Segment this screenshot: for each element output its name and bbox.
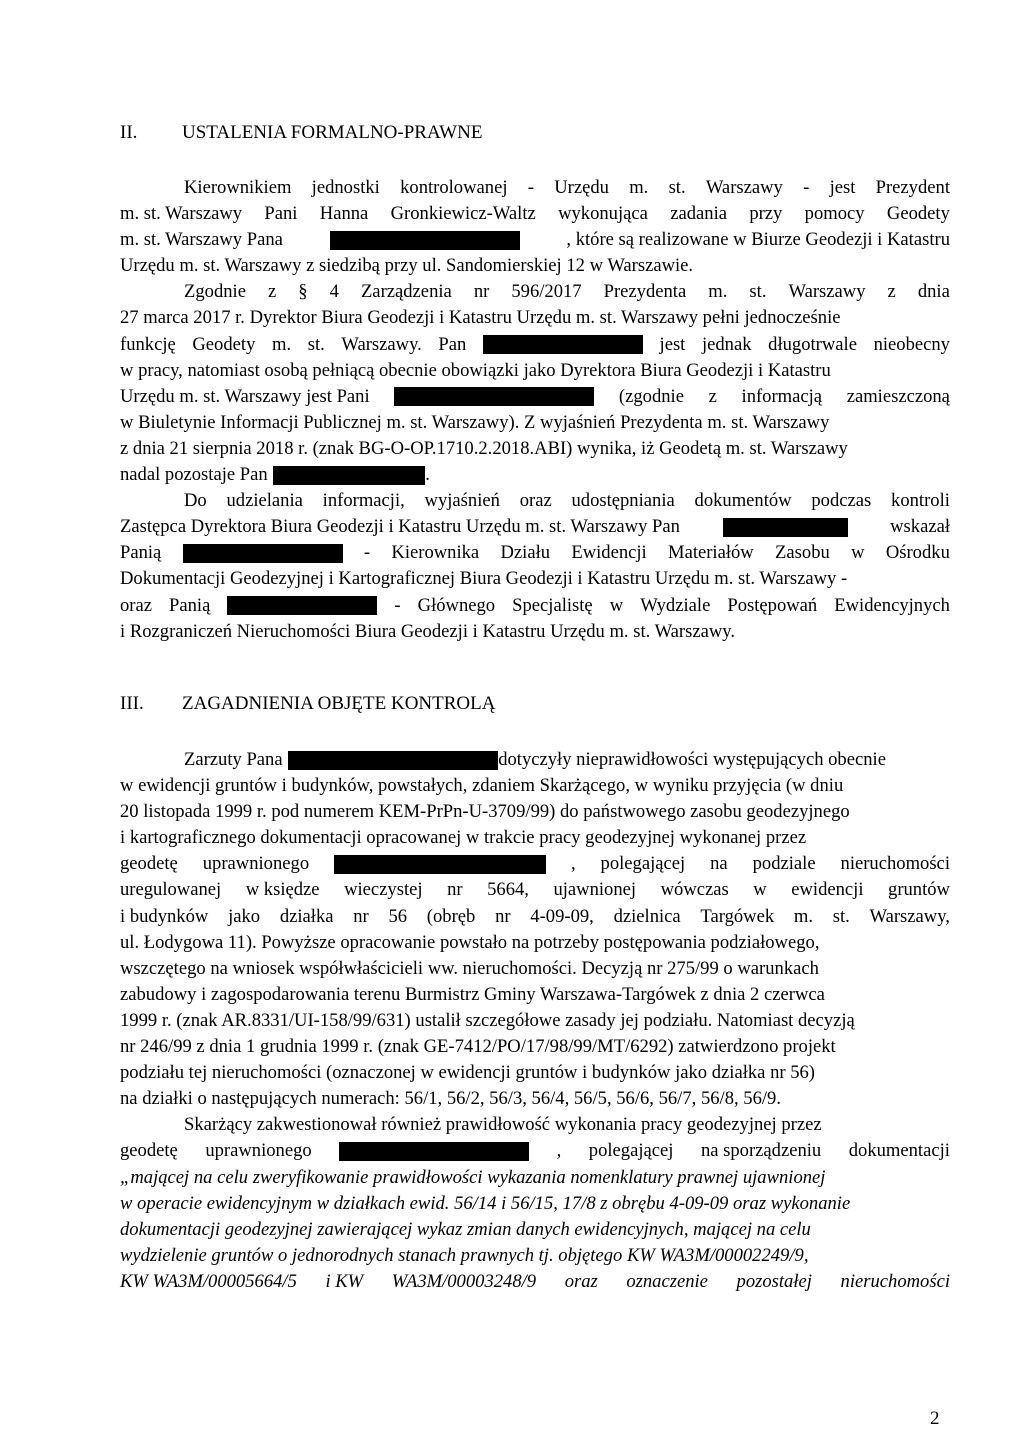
text-line <box>120 956 950 982</box>
text-segment: uregulowanej <box>120 879 222 901</box>
text-line <box>120 619 950 645</box>
text-line <box>120 1138 950 1164</box>
text-segment: w księdze <box>245 879 320 901</box>
text-segment: Zarzuty Pana <box>184 749 283 770</box>
text-line <box>120 540 950 566</box>
text-segment: Pan <box>438 333 467 355</box>
text-segment: Hanna <box>319 203 369 225</box>
text-segment: wskazał <box>890 516 950 538</box>
text-segment: jednostki <box>311 177 380 198</box>
text-segment: w pracy, natomiast osobą pełniącą obecnie obowiązki jako Dyrektora Biura Geodezji i Katastru <box>120 359 831 381</box>
redaction-block <box>330 231 520 250</box>
text-segment: , <box>570 853 576 875</box>
redaction-block <box>339 1142 529 1161</box>
text-line <box>120 358 950 384</box>
text-segment: uprawnionego <box>202 853 310 875</box>
text-line <box>120 1191 950 1217</box>
text-line <box>120 201 950 227</box>
redaction-block <box>227 596 377 615</box>
text-segment: „mającej na celu zweryfikowanie prawidłowości wykazania nomenklatury prawnej ujawnionej <box>120 1166 826 1188</box>
text-segment: informacji, <box>322 490 405 512</box>
text-segment: Gronkiewicz-Waltz <box>390 203 536 225</box>
text-line <box>120 1165 950 1191</box>
text-segment: Do <box>184 490 207 512</box>
text-segment: wieczystej <box>344 879 423 901</box>
text-segment: Ośrodku <box>885 542 950 564</box>
text-segment: pozostałej <box>736 1270 812 1292</box>
text-line <box>120 279 950 305</box>
text-segment: w <box>609 594 624 616</box>
text-segment: funkcję <box>120 333 176 355</box>
text-segment: jako <box>228 905 261 927</box>
text-segment: Geodety <box>192 333 256 355</box>
text-line <box>120 1243 950 1269</box>
text-segment: (obręb <box>426 905 476 927</box>
text-segment: nr <box>473 281 490 303</box>
text-segment: jest <box>829 177 856 198</box>
text-line <box>120 227 950 253</box>
text-line <box>120 566 950 592</box>
text-segment: w Biuletynie Informacji Publicznej m. st. Warszawy). Z wyjaśnień Prezydenta m. st. Warszawy <box>120 411 830 433</box>
text-segment: na sporządzeniu <box>700 1140 822 1162</box>
text-segment: st. <box>832 905 850 927</box>
text-segment: Prezydent <box>875 177 950 198</box>
text-line <box>120 410 950 436</box>
text-segment: Głównego <box>417 594 496 616</box>
text-segment: st. <box>668 177 686 198</box>
text-segment: Warszawy. <box>341 333 422 355</box>
text-segment: Warszawy <box>788 281 866 303</box>
redaction-block <box>273 466 425 485</box>
text-segment: pomocy <box>804 203 865 225</box>
text-line <box>120 384 950 410</box>
text-segment: Dokumentacji Geodezyjnej i Kartograficznej Biura Geodezji i Katastru Urzędu m. st. Warszawy - <box>120 568 848 590</box>
text-line <box>120 904 950 930</box>
text-segment: jednak <box>701 333 752 355</box>
text-segment: z <box>887 281 896 303</box>
text-segment: uprawnionego <box>205 1140 312 1162</box>
text-segment: . <box>425 464 430 486</box>
text-segment: Prezydenta <box>603 281 687 303</box>
text-segment: na działki o następujących numerach: 56/1, 56/2, 56/3, 56/4, 56/5, 56/6, 56/7, 56/8, 56/9. <box>120 1088 782 1110</box>
text-segment: geodetę <box>120 853 178 875</box>
text-segment: na <box>710 853 728 875</box>
text-segment: dokumentacji geodezyjnej zawierającej wykaz zmian danych ewidencyjnych, mającej na celu <box>120 1218 811 1240</box>
text-segment: dnia <box>917 281 950 303</box>
text-segment: Specjalistę <box>512 594 593 616</box>
redaction-block <box>394 387 594 406</box>
text-segment: Urzędu m. st. Warszawy jest Pani <box>120 385 370 407</box>
text-segment: oraz <box>519 490 552 512</box>
text-segment: ewidencji <box>791 879 864 901</box>
text-line <box>120 773 950 799</box>
text-line <box>120 877 950 903</box>
text-segment: - <box>527 177 534 198</box>
text-line <box>120 436 950 462</box>
text-segment: działka <box>279 905 334 927</box>
section-2-number: II. <box>120 122 138 143</box>
text-segment: m. <box>271 333 292 355</box>
text-segment: dokumentacji <box>848 1140 950 1162</box>
text-segment: wszczętego na wniosek współwłaścicieli ww. nieruchomości. Decyzją nr 275/99 o warunkach <box>120 957 819 979</box>
text-segment: kontroli <box>891 490 950 512</box>
text-segment: geodetę <box>120 1140 178 1162</box>
text-segment: nr 246/99 z dnia 1 grudnia 1999 r. (znak GE-7412/PO/17/98/99/MT/6292) zatwierdzono projekt <box>120 1036 836 1058</box>
text-segment: podziale <box>752 853 816 875</box>
text-segment: nieruchomości <box>840 1270 950 1292</box>
text-segment: przy <box>749 203 783 225</box>
text-segment: nr <box>495 905 511 927</box>
text-line <box>120 747 950 773</box>
text-segment: 5664, <box>487 879 529 901</box>
text-segment: z dnia 21 sierpnia 2018 r. (znak BG-O-OP.1710.2.2018.ABI) wynika, iż Geodetą m. st. Warszawy <box>120 437 848 459</box>
text-segment: m. st. Warszawy Pana <box>120 229 283 251</box>
redaction-block <box>183 544 343 563</box>
text-segment: Zarządzenia <box>360 281 452 303</box>
text-segment: wydzielenie gruntów o jednorodnych stanach prawnych tj. objętego KW WA3M/00002249/9, <box>120 1244 809 1266</box>
text-line <box>120 1112 950 1138</box>
text-segment: Kierownika <box>391 542 480 564</box>
text-segment: nr <box>353 905 369 927</box>
text-line <box>120 332 950 358</box>
text-line <box>120 462 950 488</box>
text-segment: st. <box>307 333 325 355</box>
text-segment: Działu <box>500 542 551 564</box>
text-segment: w <box>851 542 865 564</box>
text-segment: 1999 r. (znak AR.8331/UI-158/99/631) ustalił szczegółowe zasady jej podziału. Natomiast decyzją <box>120 1009 855 1031</box>
text-segment: Panią <box>120 542 162 564</box>
text-segment: KW WA3M/00005664/5 <box>120 1270 297 1292</box>
text-segment: z <box>708 385 717 407</box>
text-segment: z <box>268 281 277 303</box>
text-segment: polegającej <box>588 1140 674 1162</box>
text-segment: w <box>753 879 767 901</box>
text-segment: 596/2017 <box>511 281 582 303</box>
text-segment: i KW <box>325 1270 364 1292</box>
text-segment: dotyczyły nieprawidłowości występujących obecnie <box>498 749 886 770</box>
section-3-title: ZAGADNIENIA OBJĘTE KONTROLĄ <box>182 693 496 714</box>
text-segment: nieruchomości <box>840 853 950 875</box>
text-segment: zamieszczoną <box>846 385 950 407</box>
text-segment: m. <box>793 905 814 927</box>
text-segment: i budynków <box>120 905 209 927</box>
text-segment: długotrwale <box>768 333 857 355</box>
text-segment: st. <box>749 281 767 303</box>
text-segment: podczas <box>811 490 872 512</box>
text-segment: Ewidencyjnych <box>834 594 950 616</box>
text-line <box>120 1217 950 1243</box>
text-line <box>120 982 950 1008</box>
text-line <box>120 253 950 279</box>
text-line <box>120 1034 950 1060</box>
text-segment: zadania <box>670 203 727 225</box>
text-segment: 4 <box>329 281 339 303</box>
text-segment: oznaczenie <box>626 1270 708 1292</box>
text-segment: kontrolowanej <box>400 177 508 198</box>
text-line <box>120 514 950 540</box>
text-segment: 56 <box>388 905 408 927</box>
text-segment: nadal pozostaje Pan <box>120 464 268 486</box>
text-segment: m. <box>708 281 728 303</box>
section-3-heading <box>120 693 495 715</box>
text-line <box>120 593 950 619</box>
text-line <box>120 305 950 331</box>
text-segment: Wydziale <box>640 594 711 616</box>
text-segment: informacją <box>741 385 823 407</box>
text-line <box>120 1060 950 1086</box>
text-segment: polegającej <box>600 853 686 875</box>
text-segment: Zasobu <box>775 542 830 564</box>
text-segment: Kierownikiem <box>184 177 292 198</box>
section-2-title: USTALENIA FORMALNO-PRAWNE <box>182 122 483 143</box>
text-segment: Materiałów <box>668 542 754 564</box>
text-line <box>120 175 950 201</box>
redaction-block <box>723 518 848 537</box>
text-line <box>120 1269 950 1295</box>
text-segment: - <box>394 594 401 616</box>
text-segment: dokumentów <box>694 490 792 512</box>
text-segment: 4-09-09, <box>530 905 594 927</box>
text-segment: Warszawy, <box>869 905 950 927</box>
text-segment: wówczas <box>660 879 729 901</box>
redaction-block <box>288 751 498 770</box>
text-segment: - <box>803 177 810 198</box>
text-segment: Panią <box>169 594 211 616</box>
section-2-body <box>120 175 950 645</box>
text-segment: WA3M/00003248/9 <box>391 1270 537 1292</box>
text-segment: Warszawy <box>705 177 783 198</box>
text-segment: w operacie ewidencyjnym w działkach ewid. 56/14 i 56/15, 17/8 z obrębu 4-09-09 oraz wykonanie <box>120 1192 851 1214</box>
text-line <box>120 825 950 851</box>
text-segment: , <box>556 1140 562 1162</box>
section-3-number: III. <box>120 693 144 714</box>
text-segment: Targówek <box>700 905 775 927</box>
text-line <box>120 488 950 514</box>
text-segment: ujawnionej <box>553 879 637 901</box>
text-segment: - <box>363 542 371 564</box>
text-segment: udostępniania <box>571 490 675 512</box>
text-segment: m. <box>629 177 649 198</box>
text-segment: oraz <box>120 594 152 616</box>
text-line <box>120 1008 950 1034</box>
text-segment: Zastępca Dyrektora Biura Geodezji i Katastru Urzędu m. st. Warszawy Pan <box>120 516 680 538</box>
section-2-heading <box>120 122 482 144</box>
text-segment: Ewidencji <box>571 542 647 564</box>
text-segment: Postępowań <box>727 594 818 616</box>
text-segment: , które są realizowane w Biurze Geodezji i Katastru <box>566 229 950 251</box>
text-segment: 27 marca 2017 r. Dyrektor Biura Geodezji i Katastru Urzędu m. st. Warszawy pełni jednocześnie <box>120 307 841 329</box>
text-line <box>120 851 950 877</box>
text-segment: Zgodnie <box>184 281 246 303</box>
text-segment: Geodety <box>886 203 950 225</box>
text-segment: Urzędu <box>554 177 609 198</box>
text-segment: jest <box>659 333 686 355</box>
redaction-block <box>483 335 643 354</box>
page-number: 2 <box>930 1408 940 1429</box>
text-segment: wyjaśnień <box>424 490 500 512</box>
text-segment: nieobecny <box>873 333 950 355</box>
text-segment: ul. Łodygowa 11). Powyższe opracowanie powstało na potrzeby postępowania podziałowego, <box>120 931 820 953</box>
text-segment: nr <box>447 879 463 901</box>
section-3-body <box>120 747 950 1295</box>
text-segment: m. st. Warszawy <box>120 203 243 225</box>
text-segment: i Rozgraniczeń Nieruchomości Biura Geodezji i Katastru Urzędu m. st. Warszawy. <box>120 620 735 642</box>
text-segment: zabudowy i zagospodarowania terenu Burmistrz Gminy Warszawa-Targówek z dnia 2 czerwca <box>120 983 825 1005</box>
text-segment: podziału tej nieruchomości (oznaczonej w ewidencji gruntów i budynków jako działka nr 56) <box>120 1062 815 1084</box>
text-segment: 20 listopada 1999 r. pod numerem KEM-PrPn-U-3709/99) do państwowego zasobu geodezyjnego <box>120 801 850 823</box>
text-segment: oraz <box>564 1270 598 1292</box>
text-segment: (zgodnie <box>618 385 684 407</box>
text-segment: Pani <box>264 203 298 225</box>
text-segment: i kartograficznego dokumentacji opracowanej w trakcie pracy geodezyjnej wykonanej przez <box>120 827 807 849</box>
text-segment: udzielania <box>226 490 303 512</box>
text-line <box>120 1086 950 1112</box>
text-segment: wykonująca <box>558 203 648 225</box>
text-segment: § <box>298 281 308 303</box>
text-segment: dzielnica <box>613 905 681 927</box>
redaction-block <box>334 855 546 874</box>
text-segment: Urzędu m. st. Warszawy z siedzibą przy ul. Sandomierskiej 12 w Warszawie. <box>120 255 694 277</box>
text-segment: Skarżący zakwestionował również prawidłowość wykonania pracy geodezyjnej przez <box>184 1114 822 1136</box>
text-segment: gruntów <box>888 879 950 901</box>
text-line <box>120 799 950 825</box>
text-line <box>120 930 950 956</box>
text-segment: w ewidencji gruntów i budynków, powstałych, zdaniem Skarżącego, w wyniku przyjęcia (w dniu <box>120 775 844 797</box>
